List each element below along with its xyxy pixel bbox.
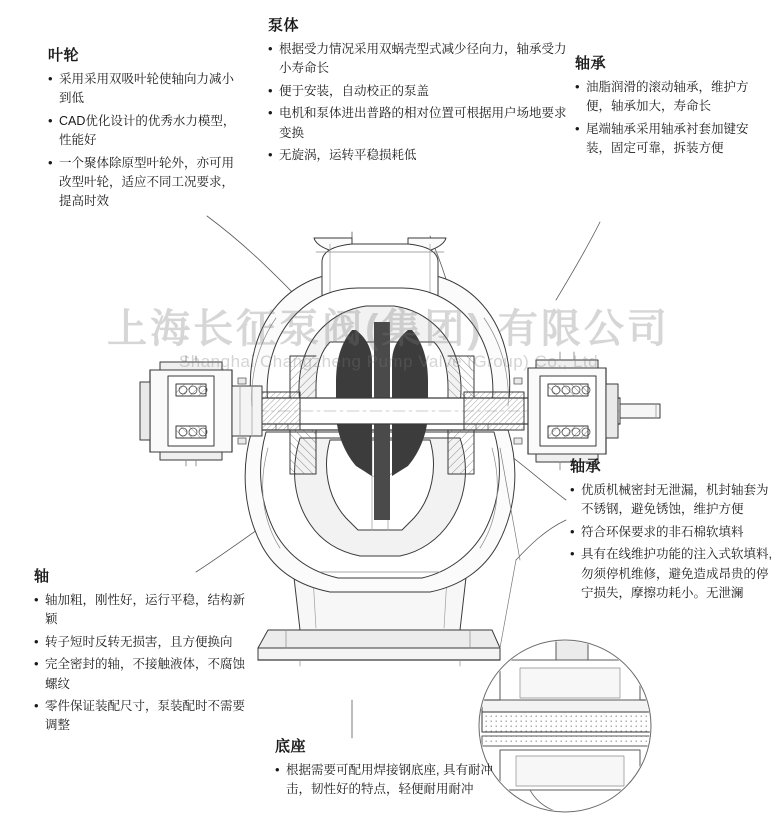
list-item: • 具有在线维护功能的注入式软填料,勿须停机维修，避免造成昂贵的停宁损失，摩擦功耗小。无泄澜 bbox=[570, 545, 773, 603]
list-item: • 电机和泵体进出普路的相对位置可根据用户场地要求变换 bbox=[268, 104, 568, 143]
list-item: • 零件保证装配尺寸，泵装配时不需要调整 bbox=[34, 697, 249, 736]
list-item: • 采用采用双吸叶轮使轴向力减小到低 bbox=[48, 70, 244, 109]
list-item: • CAD优化设计的优秀水力模型，性能好 bbox=[48, 112, 244, 151]
callout-impeller bbox=[48, 44, 244, 215]
list-item: • 转子短时反转无损害，且方便换向 bbox=[34, 633, 249, 652]
list-item: • 完全密封的轴，不接触液体，不腐蚀螺纹 bbox=[34, 655, 249, 694]
list-item: • 根据受力情况采用双蜗壳型式减少径向力，轴承受力小寿命长 bbox=[268, 40, 568, 79]
callout-bearing-right bbox=[570, 455, 773, 606]
callout-pump-body-title: 泵体 bbox=[268, 17, 300, 34]
callout-impeller-list bbox=[48, 70, 244, 212]
callout-base bbox=[275, 735, 505, 803]
list-item: • 无旋涡，运转平稳损耗低 bbox=[268, 146, 568, 165]
list-item: • 优质机械密封无泄漏，机封轴套为不锈钢，避免锈蚀，维护方便 bbox=[570, 481, 773, 520]
list-item: • 根据需要可配用焊接钢底座, 具有耐冲击，韧性好的特点，轻便耐用耐冲 bbox=[275, 761, 505, 800]
list-item: • 一个聚体除原型叶轮外，亦可用改型叶轮，适应不同工况要求，提高时效 bbox=[48, 154, 244, 212]
callout-shaft-list bbox=[34, 591, 249, 736]
callout-base-title: 底座 bbox=[275, 738, 307, 755]
callout-base-list bbox=[275, 761, 505, 800]
list-item: • 尾端轴承采用轴承衬套加键安装，固定可靠，拆装方便 bbox=[575, 120, 771, 159]
callout-pump-body-list bbox=[268, 40, 568, 165]
callout-shaft bbox=[34, 565, 249, 739]
list-item: • 符合环保要求的非石棉软填料 bbox=[570, 523, 773, 542]
list-item: • 便于安装，自动校正的泵盖 bbox=[268, 82, 568, 101]
callout-bearing-top bbox=[575, 52, 771, 162]
watermark-line-chinese: 上海长征泵阀(集团) 有限公司 bbox=[107, 307, 670, 351]
list-item: • 油脂润滑的滚动轴承，维护方便，轴承加大，寿命长 bbox=[575, 78, 771, 117]
watermark-line-english: Shanghai Changzheng Pump Valve (Group) Co., Ltd bbox=[178, 352, 599, 371]
callout-bearing-top-title: 轴承 bbox=[575, 55, 607, 72]
callout-bearing-right-list bbox=[570, 481, 773, 603]
callout-impeller-title: 叶轮 bbox=[48, 47, 80, 64]
callout-pump-body bbox=[268, 14, 568, 168]
callout-bearing-right-title: 轴承 bbox=[570, 458, 602, 475]
callout-bearing-top-list bbox=[575, 78, 771, 159]
list-item: • 轴加粗，刚性好，运行平稳，结构新颖 bbox=[34, 591, 249, 630]
callout-shaft-title: 轴 bbox=[34, 568, 50, 585]
